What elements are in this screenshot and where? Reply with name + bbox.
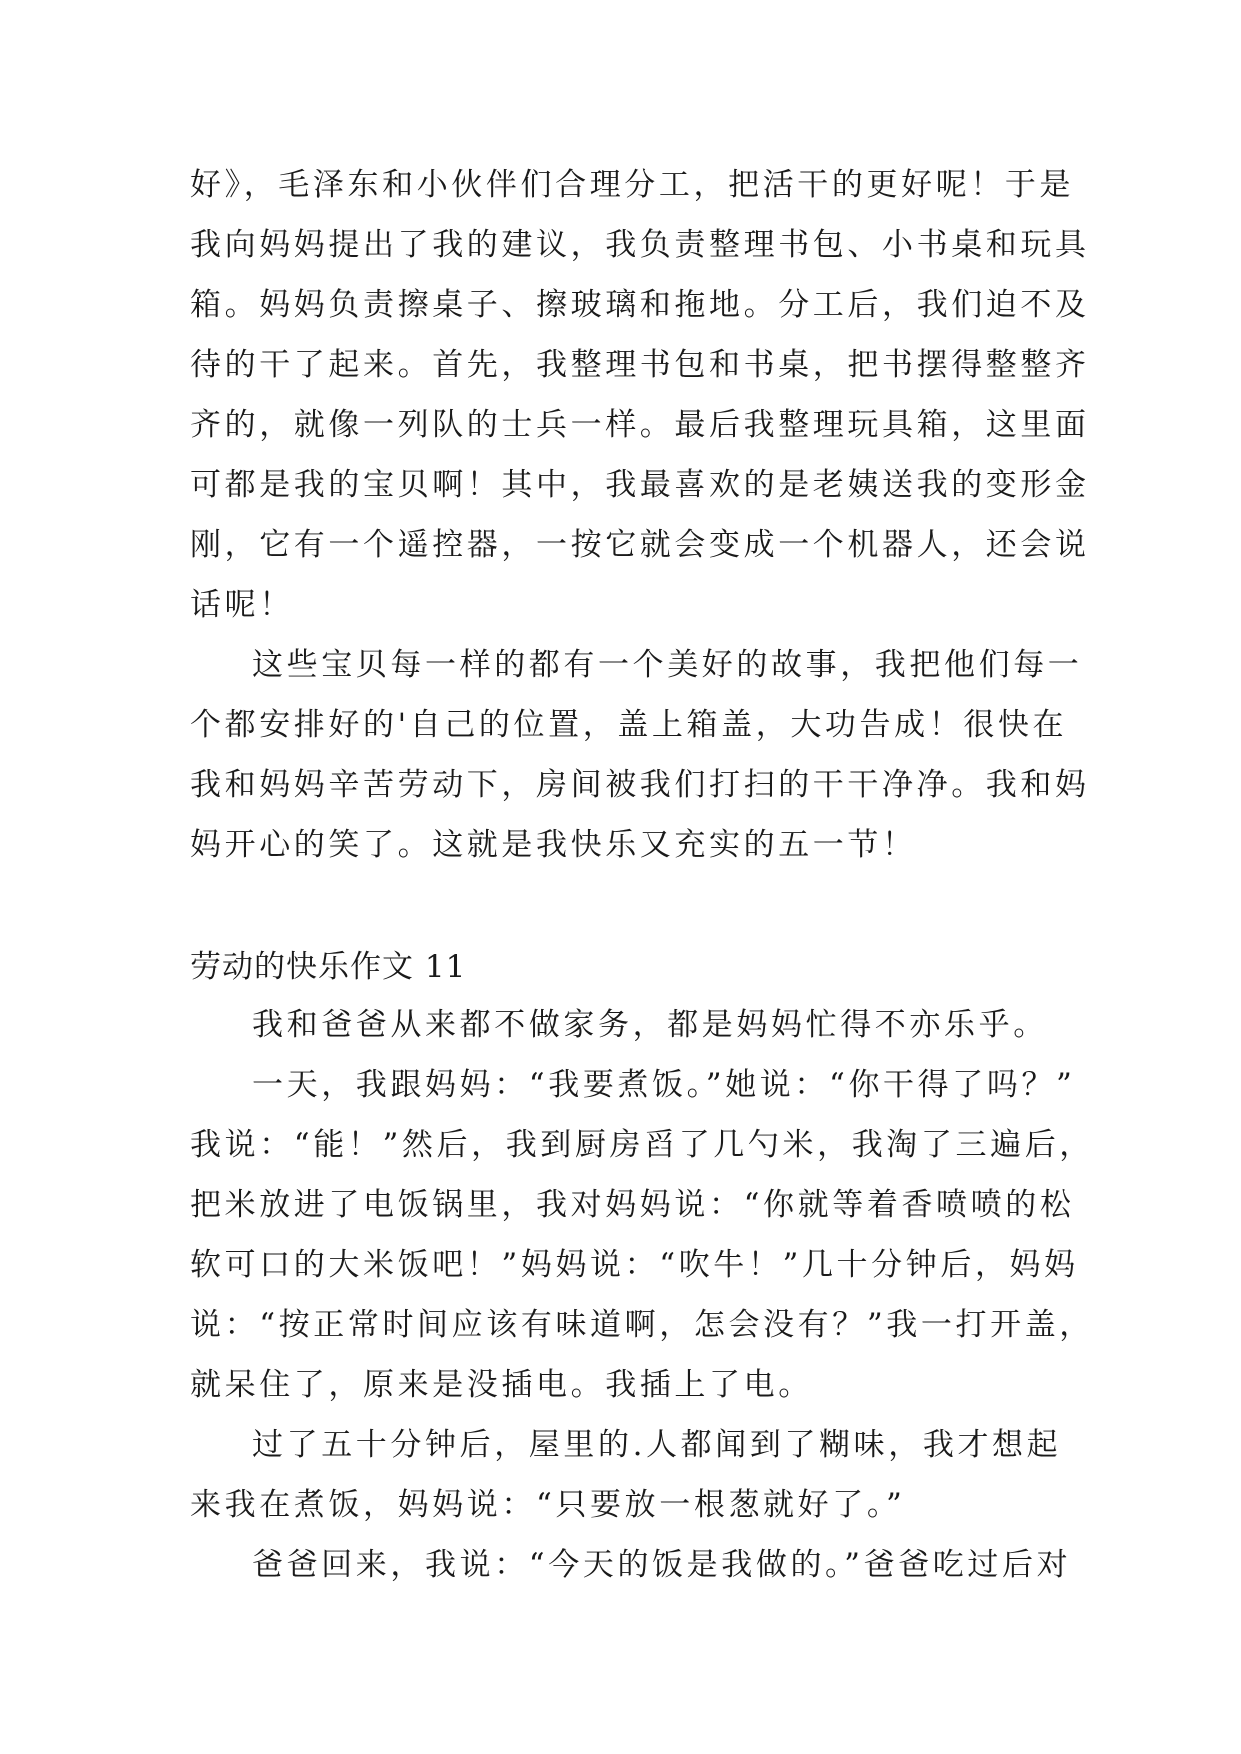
paragraph-line: 说：“按正常时间应该有味道啊，怎会没有？”我一打开盖， <box>190 1307 1094 1343</box>
paragraph-line: 我向妈妈提出了我的建议，我负责整理书包、小书桌和玩具 <box>190 227 1090 263</box>
paragraph-line: 话呢！ <box>190 587 294 623</box>
paragraph-line: 一天，我跟妈妈：“我要煮饭。”她说：“你干得了吗？” <box>252 1067 1076 1103</box>
paragraph-line: 过了五十分钟后，屋里的.人都闻到了糊味，我才想起 <box>252 1427 1062 1463</box>
paragraph-line: 我和爸爸从来都不做家务，都是妈妈忙得不亦乐乎。 <box>252 1007 1048 1043</box>
paragraph-line: 妈开心的笑了。这就是我快乐又充实的五一节！ <box>190 827 917 863</box>
paragraph-line: 可都是我的宝贝啊！其中，我最喜欢的是老姨送我的变形金 <box>190 467 1090 503</box>
paragraph-line: 这些宝贝每一样的都有一个美好的故事，我把他们每一 <box>252 647 1083 683</box>
essay-heading: 劳动的快乐作文 11 <box>190 949 467 985</box>
paragraph-line: 刚，它有一个遥控器，一按它就会变成一个机器人，还会说 <box>190 527 1090 563</box>
paragraph-line: 软可口的大米饭吧！”妈妈说：“吹牛！”几十分钟后，妈妈 <box>190 1247 1079 1283</box>
paragraph-line: 齐的，就像一列队的士兵一样。最后我整理玩具箱，这里面 <box>190 407 1090 443</box>
paragraph-line: 待的干了起来。首先，我整理书包和书桌，把书摆得整整齐 <box>190 347 1090 383</box>
paragraph-line: 箱。妈妈负责擦桌子、擦玻璃和拖地。分工后，我们迫不及 <box>190 287 1090 323</box>
paragraph-line: 来我在煮饭，妈妈说：“只要放一根葱就好了。” <box>190 1487 906 1523</box>
paragraph-line: 好》，毛泽东和小伙伴们合理分工，把活干的更好呢！于是 <box>190 167 1075 203</box>
paragraph-line: 个都安排好的'自己的位置，盖上箱盖，大功告成！很快在 <box>190 707 1068 743</box>
paragraph-line: 把米放进了电饭锅里，我对妈妈说：“你就等着香喷喷的松 <box>190 1187 1075 1223</box>
paragraph-line: 就呆住了，原来是没插电。我插上了电。 <box>190 1367 813 1403</box>
paragraph-line: 爸爸回来，我说：“今天的饭是我做的。”爸爸吃过后对 <box>252 1547 1072 1583</box>
paragraph-line: 我说：“能！”然后，我到厨房舀了几勺米，我淘了三遍后， <box>190 1127 1094 1163</box>
paragraph-line: 我和妈妈辛苦劳动下，房间被我们打扫的干干净净。我和妈 <box>190 767 1090 803</box>
